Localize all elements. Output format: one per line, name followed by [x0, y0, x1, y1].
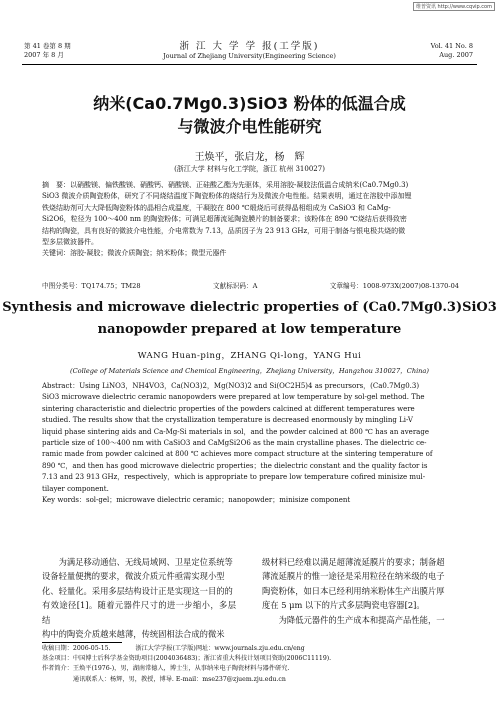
footnote-funding: 基金项目：中国博士后科学基金资助项目(2004036483)；浙江省重大科技计划项目资助(2006C11119).	[42, 655, 332, 663]
body-column-left	[42, 555, 236, 641]
abstract-zh-line: Si2O6，粒径为 100～400 nm 的陶瓷粉体；可满足超薄流延陶瓷膜片的制备要求；该粉体在 890 ℃烧结后获得致密	[42, 215, 407, 224]
date-zh: 2007 年 8 月	[24, 51, 64, 59]
abstract-zh	[42, 180, 459, 260]
footnotes	[42, 644, 459, 685]
body-line: 薄流延膜片的惟一途径是采用粒径在纳米级的电子	[262, 571, 445, 582]
body-line: 度在 5 μm 以下的片式多层陶瓷电容器[2]。	[262, 600, 425, 611]
header-rule	[22, 64, 477, 65]
date-en: Aug. 2007	[439, 51, 473, 59]
journal-title-zh: 浙 江 大 学 学 报(工学版)	[179, 41, 320, 52]
body-line: 化、轻量化。采用多层结构设计正是实现这一目的的	[42, 585, 233, 596]
abstract-en-line: tilayer component.	[42, 484, 109, 493]
title-zh-line2: 与微波介电性能研究	[177, 117, 322, 136]
body-line: 陶瓷粉体，如日本已经利用纳米粉体生产出膜片厚	[262, 585, 445, 596]
clc-number: 中图分类号：TQ174.75；TM28	[42, 282, 141, 290]
title-zh-line1: 纳米(Ca0.7Mg0.3)SiO3 粉体的低温合成	[93, 94, 406, 113]
abstract-en-line: 890 ℃，and then has good microwave dielectric properties；the dielectric constant and the quality factor is	[42, 461, 428, 470]
abstract-en-line: Abstract：Using LiNO3，NH4VO3，Ca(NO3)2，Mg(NO3)2 and Si(OC2H5)4 as precursors，(Ca0.7Mg0.3)	[42, 382, 420, 390]
body-line: 设备轻量便携的要求，微波介质元件亟需实现小型	[42, 571, 225, 582]
footnote-contact: 通讯联系人：杨辉，男，教授，博导. E-mail：mse237@zjuem.zju.edu.cn	[42, 675, 286, 683]
abstract-zh-line: 结构的陶瓷，具有良好的微波介电性能，介电常数为 7.13，品质因子为 23 913 GHz，可用于制备与银电极共烧的微	[42, 226, 406, 235]
keywords-zh: 关键词：溶胶-凝胶；微波介质陶瓷；纳米粉体；微型元器件	[42, 249, 227, 258]
abstract-zh-line: SiO3 微波介质陶瓷粉体，研究了不同烧结温度下陶瓷粉体的烧结行为及微波介电性能。结果表明，通过在溶胶中添加锂	[42, 192, 412, 201]
abstract-zh-line: 摘 要：以硝酸镁、偏铁酸镁、硝酸钙、硝酸镁、正硅酸乙酯为先驱体，采用溶胶-凝胶法低温合成纳米(Ca0.7Mg0.3)	[42, 181, 409, 189]
abstract-en-line: particle size of 100～400 nm with CaSiO3 and CaMgSi2O6 as the main crystalline phases. The dielectric ce-	[42, 439, 427, 448]
abstract-en-line: ramic made from powder calcined at 800 ℃ achieves more compact structure at the sintering temperature of	[42, 450, 433, 459]
header-center	[0, 38, 499, 60]
abstract-zh-line: 型多层微波器件。	[42, 238, 98, 247]
header-right	[431, 42, 473, 60]
abstract-en-line: sintering characteristic and dielectric properties of the powders calcined at different temperatures were	[42, 404, 415, 413]
volume-zh: 第 41 卷第 8 期	[24, 42, 71, 50]
body-line: 级材料已经难以满足超薄流延膜片的要求；制备超	[262, 557, 445, 567]
title-en-line2: nanopowder prepared at low temperature	[97, 322, 402, 337]
authors-zh: 王焕平，张启龙，杨 辉	[194, 152, 305, 163]
body-line: 构中的陶瓷介质越来越薄，传统固相法合成的微米	[42, 629, 225, 640]
abstract-en-line: 7.13 and 23 913 GHz，respectively，which is appropriate to prepare low temperature cofired minisize mul-	[42, 473, 426, 482]
footnote-received: 收稿日期：2006-05-15. 浙江大学学报(工学版)网址：www.journals.zju.edu.cn/eng	[42, 645, 305, 652]
affiliation-en: (College of Materials Science and Chemical Engineering，Zhejiang University，Hangzhou 310027，China)	[70, 367, 429, 375]
body-line: 为满足移动通信、无线局域网、卫星定位系统等	[42, 557, 233, 567]
abstract-en-line: studied. The results show that the crystallization temperature is decreased enormously by mingling Li-V	[42, 416, 413, 425]
abstract-zh-line: 铁烧结助剂可大大降低陶瓷粉体的晶相合成温度，干凝胶在 800 ℃煅烧后可获得晶相组成为 CaSiO3 和 CaMg-	[42, 203, 391, 212]
body-line: 有效途径[1]。随着元器件尺寸的进一步缩小，多层结	[42, 600, 236, 625]
title-en-line1: Synthesis and microwave dielectric properties of (Ca0.7Mg0.3)SiO3	[2, 300, 497, 315]
classification-meta	[42, 280, 459, 290]
document-code: 文献标识码：A	[213, 282, 258, 290]
body-column-right	[262, 555, 458, 627]
keywords-en: Key words：sol-gel；microwave dielectric ceramic；nanopowder；minisize component	[42, 496, 351, 505]
footnote-rule	[42, 642, 122, 643]
footnote-author: 作者简介：王焕平(1976-)，男，湖南常德人，博士生，从事纳米电子陶瓷材料与器件研究.	[42, 665, 290, 673]
journal-title-en: Journal of Zhejiang University(Engineering Science)	[163, 52, 336, 60]
authors-en: WANG Huan-ping，ZHANG Qi-long，YANG Hui	[137, 351, 362, 361]
abstract-en-line: liquid phase sintering aids and Ca-Mg-Si materials in sol，and the powder calcined at 800 ℃ has an average	[42, 427, 429, 436]
watermark: 维普资讯 http://www.cqvip.com	[413, 2, 495, 11]
abstract-en-line: SiO3 microwave dielectric ceramic nanopowders were prepared at low temperature by sol-gel method. The	[42, 393, 425, 402]
abstract-en	[42, 381, 459, 506]
article-number: 文章编号：1008-973X(2007)08-1370-04	[329, 282, 459, 290]
volume-en: Vol. 41 No. 8	[430, 42, 473, 50]
affiliation-zh: (浙江大学 材料与化工学院，浙江 杭州 310027)	[174, 165, 325, 173]
body-line: 为降低元器件的生产成本和提高产品性能，一	[262, 614, 445, 625]
